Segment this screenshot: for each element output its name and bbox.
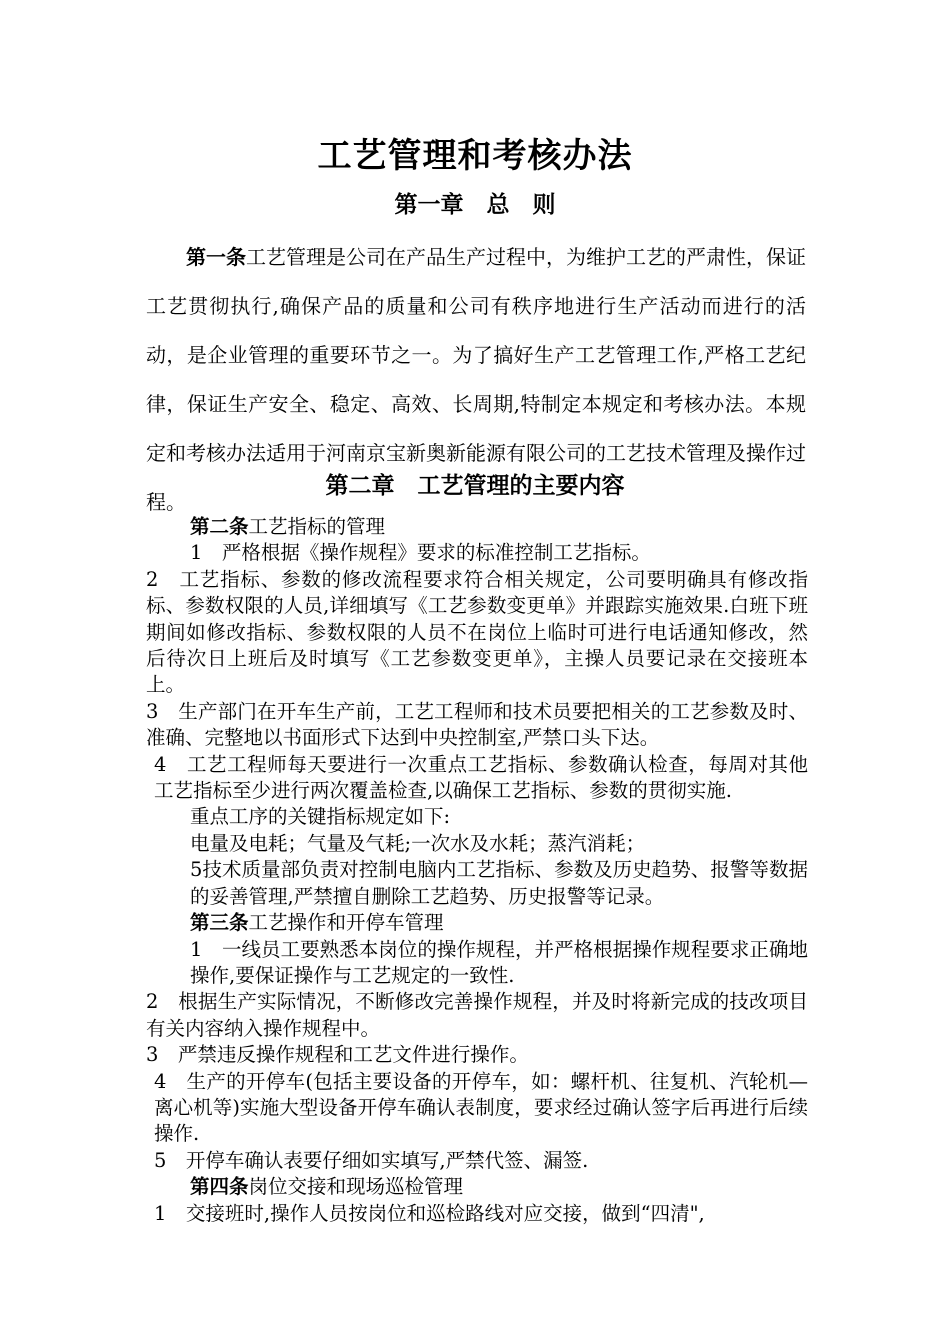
article-3-label: 第三条: [190, 911, 249, 935]
article-2-item: 2 工艺指标、参数的修改流程要求符合相关规定，公司要明确具有修改指标、参数权限的人员,详细填写《工艺参数变更单》并跟踪实施效果.白班下班期间如修改指标、参数权限的人员不在岗位上临时可进行电话通知修改，然后待次日上班后及时填写《工艺参数变更单》，主操人员要记录在交接班本上。: [146, 567, 808, 697]
article-2-item: 3 生产部门在开车生产前，工艺工程师和技术员要把相关的工艺参数及时、准确、完整地以书面形式下达到中央控制室,严禁口头下达。: [146, 699, 808, 750]
article-2-heading: [146, 514, 808, 540]
document-title: 工艺管理和考核办法: [317, 136, 633, 176]
article-2-item: 电量及电耗；气量及气耗;一次水及水耗；蒸汽消耗；: [190, 831, 646, 855]
article-3-item: 5 开停车确认表要仔细如实填写,严禁代签、漏签.: [154, 1148, 589, 1172]
article-3-item: 1 一线员工要熟悉本岗位的操作规程，并严格根据操作规程要求正确地操作,要保证操作与工艺规定的一致性.: [190, 937, 808, 987]
article-4-label: 第四条: [190, 1175, 249, 1199]
chapter-2-body: [146, 514, 808, 1227]
article-2-item: 重点工序的关键指标规定如下:: [190, 805, 451, 829]
article-2-title: 工艺指标的管理: [248, 515, 386, 538]
chapter-1-heading: 第一章 总 则: [394, 191, 556, 218]
article-3-item: 2 根据生产实际情况，不断修改完善操作规程，并及时将新完成的技改项目有关内容纳入操作规程中。: [146, 990, 808, 1040]
chapter-2-heading: 第二章 工艺管理的主要内容: [325, 472, 625, 499]
article-2-label: 第二条: [190, 515, 249, 538]
article-2-item: 4 工艺工程师每天要进行一次重点工艺指标、参数确认检查，每周对其他工艺指标至少进行两次覆盖检查,以确保工艺指标、参数的贯彻实施.: [154, 752, 808, 803]
article-2-item: 1 严格根据《操作规程》要求的标准控制工艺指标。: [190, 541, 651, 565]
article-2-item: 5技术质量部负责对控制电脑内工艺指标、参数及历史趋势、报警等数据的妥善管理,严禁擅自删除工艺趋势、历史报警等记录。: [190, 858, 808, 908]
article-4-title: 岗位交接和现场巡检管理: [248, 1175, 464, 1199]
article-4-heading: [146, 1174, 808, 1200]
article-3-title: 工艺操作和开停车管理: [248, 911, 444, 935]
article-1-text: 工艺管理是公司在产品生产过程中，为维护工艺的严肃性，保证工艺贯彻执行,确保产品的质量和公司有秩序地进行生产活动而进行的活动，是企业管理的重要环节之一。为了搞好生产工艺管理工作,严格工艺纪律，保证生产安全、稳定、高效、长周期,特制定本规定和考核办法。本规定和考核办法适用于河南京宝新奥新能源有限公司的工艺技术管理及操作过程。: [146, 245, 806, 514]
article-1-label: 第一条: [186, 245, 246, 269]
article-4-item: 1 交接班时,操作人员按岗位和巡检路线对应交接，做到“四清",: [154, 1201, 705, 1225]
article-3-item: 3 严禁违反操作规程和工艺文件进行操作。: [146, 1043, 529, 1067]
article-3-item: 4 生产的开停车(包括主要设备的开停车，如：螺杆机、往复机、汽轮机—离心机等)实施大型设备开停车确认表制度，要求经过确认签字后再进行后续操作.: [154, 1069, 808, 1146]
article-3-heading: [146, 910, 808, 936]
